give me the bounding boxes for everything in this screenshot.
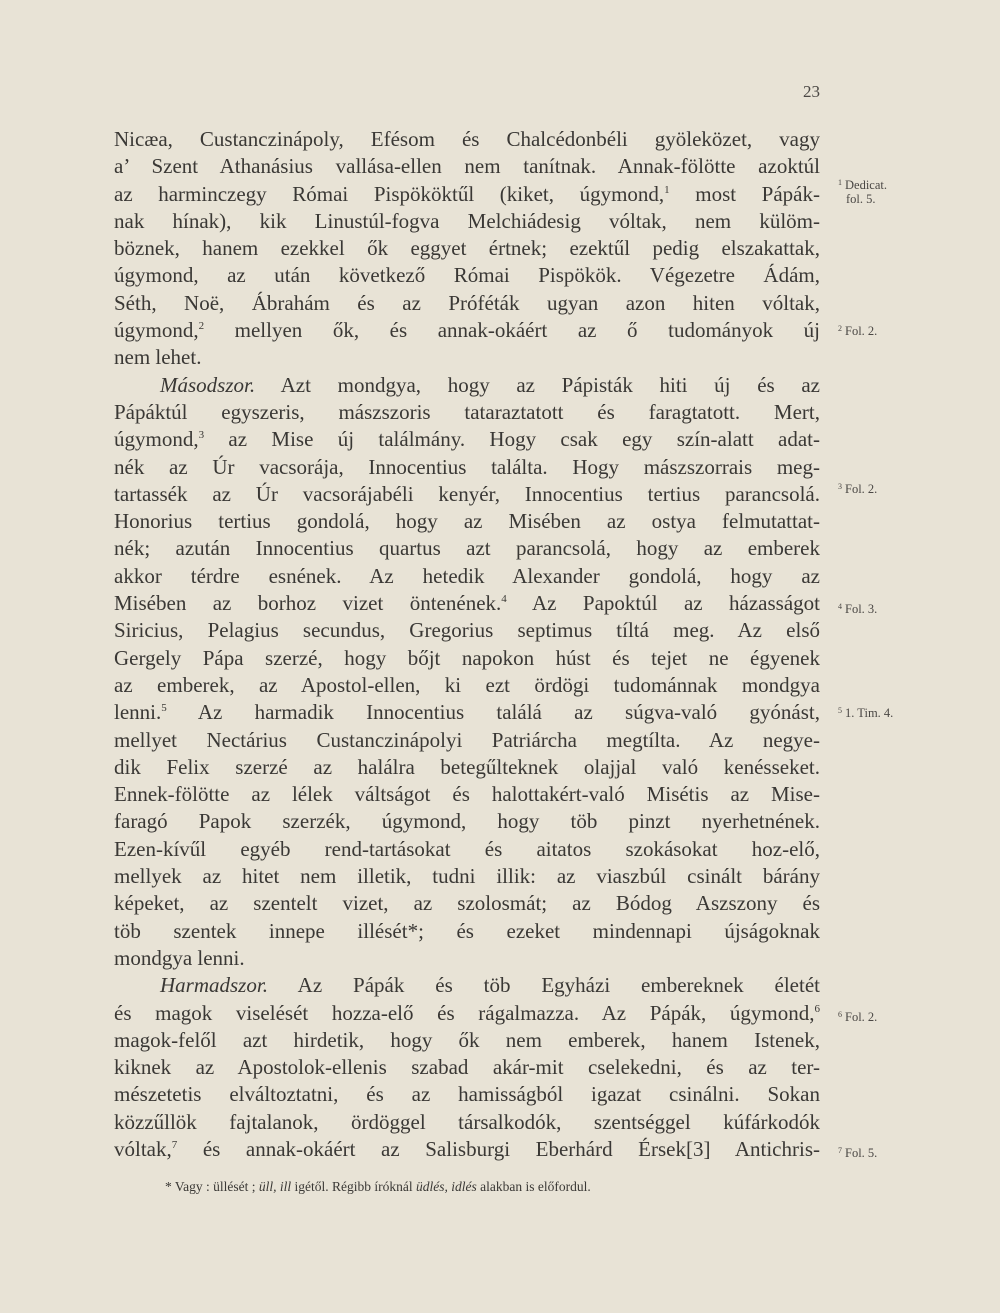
text-segment: magok-felől azt hirdetik, hogy ők nem emberek, hanem Istenek,	[114, 1027, 820, 1052]
margin-note-text: Fol. 5.	[845, 1146, 878, 1160]
text-segment: az Mise új találmány. Hogy csak egy szín-alatt adat-	[204, 427, 820, 452]
text-segment: Séth, Noë, Ábrahám és az Próféták ugyan azon hiten vóltak,	[114, 290, 820, 315]
margin-note-number: 5	[838, 706, 842, 715]
text-line	[114, 563, 820, 590]
text-segment: mondgya lenni.	[114, 945, 245, 970]
text-segment: nak hínak), kik Linustúl-fogva Melchiádesig vóltak, nem külöm-	[114, 208, 820, 233]
text-segment: faragó Papok szerzék, úgymond, hogy töb pinzt nyerhetnének.	[114, 809, 820, 834]
margin-note	[838, 1010, 938, 1024]
text-line	[114, 181, 820, 208]
margin-note-text: Fol. 2.	[845, 324, 878, 338]
margin-note	[838, 178, 938, 206]
text-line	[114, 699, 820, 726]
margin-note-number: 6	[838, 1010, 842, 1019]
page-number: 23	[803, 82, 820, 101]
text-line	[114, 126, 820, 153]
text-line	[114, 262, 820, 289]
text-line	[114, 508, 820, 535]
text-line	[114, 918, 820, 945]
text-segment: akkor térdre esnének. Az hetedik Alexander gondolá, hogy az	[114, 563, 820, 588]
text-segment: mellyen ők, és annak-okáért az ő tudományok új	[204, 318, 820, 343]
text-segment: mellyet Nectárius Custanczinápolyi Patriárcha megtílta. Az negye-	[114, 727, 820, 752]
text-line	[114, 863, 820, 890]
footnote-ref: 1	[664, 183, 670, 196]
text-segment: Pápáktúl egyszeris, mászszoris tataraztatott és faragtatott. Mert,	[114, 399, 820, 424]
margin-note-text: fol. 5.	[846, 192, 876, 206]
margin-note	[838, 1146, 938, 1160]
footnote-segment: üll, ill	[258, 1179, 292, 1194]
text-line	[114, 235, 820, 262]
text-segment: böznek, hanem ezekkel ők eggyet értnek; ezektűl pedig elszakattak,	[114, 236, 820, 261]
text-segment: Nicæa, Custanczinápoly, Efésom és Chalcédonbéli gyöleközet, vagy	[114, 127, 820, 151]
text-line	[114, 808, 820, 835]
text-line	[114, 645, 820, 672]
text-segment: a’ Szent Athanásius vallása-ellen nem tanítnak. Annak-fölötte azoktúl	[114, 154, 820, 179]
section-heading: Harmadszor.	[160, 973, 268, 998]
text-line	[114, 754, 820, 781]
text-segment: kiknek az Apostolok-ellenis szabad akár-mit cselekedni, és az ter-	[114, 1055, 820, 1080]
text-segment: Misében az borhoz vizet öntenének.	[114, 591, 502, 616]
margin-note-text: Fol. 2.	[845, 1010, 878, 1024]
text-segment: Az harmadik Innocentius találá az súgva-való gyónást,	[166, 700, 820, 725]
margin-note-number: 3	[838, 482, 842, 491]
text-segment: képeket, az szentelt vizet, az szolosmát; az Bódog Aszszony és	[114, 891, 820, 916]
text-segment: Az Pápák és töb Egyházi embereknek életét	[267, 973, 820, 998]
footnote	[165, 1179, 815, 1195]
text-segment: Ennek-fölötte az lélek váltságot és halottakért-való Misétis az Mise-	[114, 782, 820, 807]
footnote-segment: * Vagy : üllését ;	[165, 1179, 259, 1194]
margin-note-number: 4	[838, 602, 842, 611]
text-line	[114, 1000, 820, 1027]
margin-note-text: Fol. 2.	[845, 482, 878, 496]
text-line	[114, 617, 820, 644]
footnote-ref: 4	[501, 593, 507, 606]
text-segment: nék; azután Innocentius quartus azt parancsolá, hogy az emberek	[114, 536, 820, 561]
margin-note-text: Fol. 3.	[845, 602, 878, 616]
text-line	[114, 454, 820, 481]
text-line	[114, 153, 820, 180]
footnote-ref: 5	[161, 702, 167, 715]
footnote-ref: 6	[814, 1002, 820, 1015]
text-line	[114, 1109, 820, 1136]
margin-note-text: 1. Tim. 4.	[845, 706, 894, 720]
text-segment: dik Felix szerzé az halálra betegűlteknek olajjal való kenésseket.	[114, 754, 820, 779]
text-segment: Azt mondgya, hogy az Pápisták hiti új és az	[255, 372, 820, 397]
footnote-segment: igétől. Régibb íróknál	[291, 1179, 416, 1194]
text-segment: vóltak,	[114, 1136, 172, 1161]
text-segment: Ezen-kívűl egyéb rend-tartásokat és aitatos szokásokat hoz-elő,	[114, 836, 820, 861]
margin-note	[838, 482, 938, 496]
margin-note-number: 2	[838, 324, 842, 333]
text-line	[114, 290, 820, 317]
margin-note	[838, 706, 938, 720]
text-line	[114, 1136, 820, 1163]
text-segment: mészetetis elváltoztatni, és az hamisságból igazat csinálni. Sokan	[114, 1082, 820, 1107]
text-line	[114, 317, 820, 344]
text-line	[114, 535, 820, 562]
text-segment: töb szentek innepe illését*; és ezeket mindennapi újságoknak	[114, 918, 820, 943]
text-line	[114, 945, 820, 972]
margin-note-text: Dedicat.	[845, 178, 887, 192]
text-line	[114, 426, 820, 453]
text-segment: az harminczegy Római Pispököktűl (kiket, úgymond,	[114, 181, 665, 206]
footnote-ref: 3	[198, 429, 205, 442]
text-segment: lenni.	[114, 700, 162, 725]
text-segment: Gergely Pápa szerzé, hogy bőjt napokon húst és tejet ne égyenek	[114, 645, 820, 670]
text-segment: úgymond,	[114, 427, 199, 452]
text-segment: közzűllök fajtalanok, ördöggel társalkodók, szentséggel kúfárkodók	[114, 1109, 820, 1134]
text-segment: és magok viselését hozza-elő és rágalmazza. Az Pápák, úgymond,	[114, 1000, 815, 1025]
text-segment: most Pápák-	[669, 181, 820, 206]
text-line	[114, 890, 820, 917]
text-segment: Siricius, Pelagius secundus, Gregorius septimus tíltá meg. Az első	[114, 618, 820, 643]
text-line	[114, 727, 820, 754]
text-line	[114, 781, 820, 808]
text-line	[114, 1027, 820, 1054]
text-segment: Az Papoktúl az házasságot	[506, 591, 820, 616]
margin-note-number: 7	[838, 1146, 842, 1155]
text-line	[114, 972, 820, 999]
text-segment: az emberek, az Apostol-ellen, ki ezt ördögi tudománnak mondgya	[114, 672, 820, 697]
text-line	[114, 399, 820, 426]
text-line	[114, 1081, 820, 1108]
text-segment: nék az Úr vacsorája, Innocentius találta. Hogy mászszorrais meg-	[114, 454, 820, 479]
footnote-segment: alakban is előfordul.	[476, 1179, 591, 1194]
text-line	[114, 836, 820, 863]
text-segment: úgymond,	[114, 318, 199, 343]
text-segment: mellyek az hitet nem illetik, tudni illik: az viaszbúl csinált bárány	[114, 864, 820, 889]
footnote-ref: 2	[198, 320, 205, 333]
text-line	[114, 590, 820, 617]
margin-note	[838, 324, 938, 338]
text-segment: úgymond, az után következő Római Pispökök. Végezetre Ádám,	[114, 263, 820, 288]
footnote-segment: üdlés, idlés	[416, 1179, 477, 1194]
text-line	[114, 344, 820, 371]
footnote-ref: 7	[171, 1138, 178, 1151]
body-text	[114, 126, 820, 1163]
text-line	[114, 208, 820, 235]
text-line	[114, 672, 820, 699]
text-line	[114, 481, 820, 508]
section-heading: Másodszor.	[160, 372, 256, 397]
text-segment: és annak-okáért az Salisburgi Eberhárd Érsek[3] Antichris-	[177, 1136, 820, 1161]
text-line	[114, 1054, 820, 1081]
text-segment: Honorius tertius gondolá, hogy az Misében az ostya felmutattat-	[114, 509, 820, 534]
text-segment: nem lehet.	[114, 345, 202, 370]
text-segment: tartassék az Úr vacsorájabéli kenyér, Innocentius tertius parancsolá.	[114, 481, 820, 506]
text-line	[114, 372, 820, 399]
margin-note-number: 1	[838, 178, 842, 187]
margin-note	[838, 602, 938, 616]
